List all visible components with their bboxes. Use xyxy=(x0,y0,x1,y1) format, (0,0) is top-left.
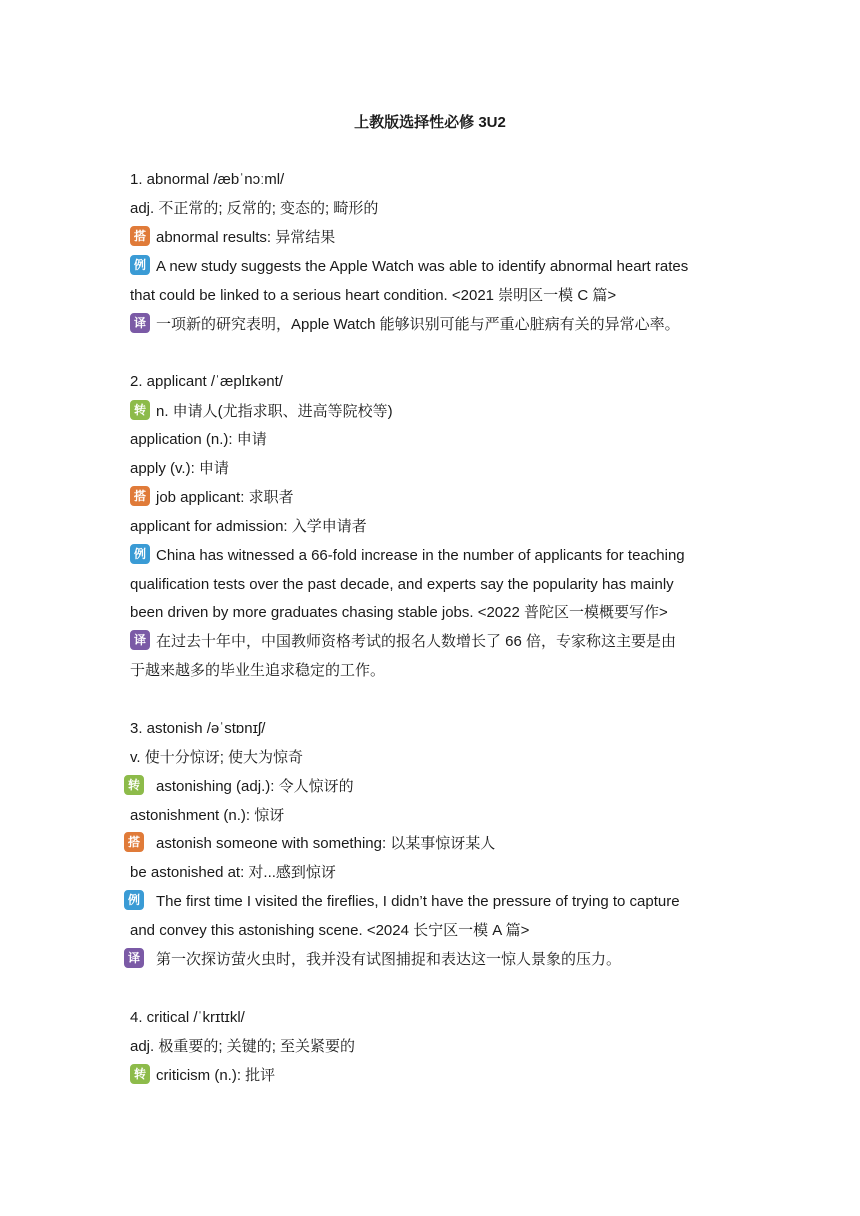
entry-2-collocation xyxy=(130,488,294,508)
example-icon: 例 xyxy=(130,255,150,275)
entry-4-definition: adj. 极重要的; 关键的; 至关紧要的 xyxy=(130,1038,356,1055)
entry-4-conversion-text: criticism (n.): 批评 xyxy=(156,1067,276,1084)
entry-1-headword: 1. abnormal /æbˈnɔːml/ xyxy=(130,171,285,188)
entry-3-collocation xyxy=(124,834,495,854)
collocation-icon: 搭 xyxy=(130,226,150,246)
entry-2-translation-line-1: 在过去十年中，中国教师资格考试的报名人数增长了 66 倍，专家称这主要是由 xyxy=(156,633,677,650)
entry-2-derived-2: apply (v.): 申请 xyxy=(130,460,229,477)
entry-4-headword: 4. critical /ˈkrɪtɪkl/ xyxy=(130,1009,245,1026)
entry-2-conversion-text: n. 申请人(尤指求职、进高等院校等) xyxy=(156,403,393,420)
entry-1-example-line-1: A new study suggests the Apple Watch was able to identify abnormal heart rates xyxy=(156,258,689,275)
entry-3-example-line-2: and convey this astonishing scene. <2024 长宁区一模 A 篇> xyxy=(130,922,530,939)
entry-3-example xyxy=(124,892,680,912)
entry-3-example-line-1: The first time I visited the fireflies, I didn’t have the pressure of trying to capture xyxy=(156,893,680,910)
example-icon: 例 xyxy=(130,544,150,564)
entry-3-headword: 3. astonish /əˈstɒnɪʃ/ xyxy=(130,720,266,737)
entry-3-definition: v. 使十分惊讶; 使大为惊奇 xyxy=(130,749,304,766)
entry-2-translation-line-2: 于越来越多的毕业生追求稳定的工作。 xyxy=(130,662,386,679)
translation-icon: 译 xyxy=(130,313,150,333)
entry-1-definition: adj. 不正常的; 反常的; 变态的; 畸形的 xyxy=(130,200,379,217)
entry-1-collocation xyxy=(130,228,335,248)
entry-3-derived-1: astonishment (n.): 惊讶 xyxy=(130,807,285,824)
entry-2-conversion xyxy=(130,402,393,422)
entry-3-collocation-text: astonish someone with something: 以某事惊讶某人 xyxy=(156,835,496,852)
entry-2-translation xyxy=(130,632,676,652)
translation-icon: 译 xyxy=(130,630,150,650)
entry-1-example-line-2: that could be linked to a serious heart condition. <2021 崇明区一模 C 篇> xyxy=(130,287,617,304)
collocation-icon: 搭 xyxy=(124,832,144,852)
translation-icon: 译 xyxy=(124,948,144,968)
entry-4-conversion xyxy=(130,1066,275,1086)
document-title: 上教版选择性必修 3U2 xyxy=(354,114,506,131)
entry-1-collocation-text: abnormal results: 异常结果 xyxy=(156,229,336,246)
entry-3-translation xyxy=(124,950,621,970)
entry-3-collocation-2: be astonished at: 对...感到惊讶 xyxy=(130,864,336,881)
example-icon: 例 xyxy=(124,890,144,910)
collocation-icon: 搭 xyxy=(130,486,150,506)
entry-3-conversion-text: astonishing (adj.): 令人惊讶的 xyxy=(156,778,354,795)
conversion-icon: 转 xyxy=(130,1064,150,1084)
entry-2-example-line-1: China has witnessed a 66-fold increase in the number of applicants for teaching xyxy=(156,547,685,564)
entry-1-translation-text: 一项新的研究表明，Apple Watch 能够识别可能与严重心脏病有关的异常心率。 xyxy=(156,316,680,333)
entry-2-example-line-2: qualification tests over the past decade, and experts say the popularity has mainly xyxy=(130,576,674,593)
entry-2-collocation-text: job applicant: 求职者 xyxy=(156,489,294,506)
entry-2-collocation-2: applicant for admission: 入学申请者 xyxy=(130,518,367,535)
conversion-icon: 转 xyxy=(124,775,144,795)
entry-2-example-line-3: been driven by more graduates chasing stable jobs. <2022 普陀区一模概要写作> xyxy=(130,604,668,621)
entry-2-derived-1: application (n.): 申请 xyxy=(130,431,267,448)
entry-1-translation xyxy=(130,315,680,335)
entry-1-example xyxy=(130,257,688,277)
entry-2-headword: 2. applicant /ˈæplɪkənt/ xyxy=(130,373,283,390)
conversion-icon: 转 xyxy=(130,400,150,420)
entry-3-translation-text: 第一次探访萤火虫时，我并没有试图捕捉和表达这一惊人景象的压力。 xyxy=(156,951,622,968)
entry-3-conversion xyxy=(124,777,354,797)
entry-2-example xyxy=(130,546,685,566)
